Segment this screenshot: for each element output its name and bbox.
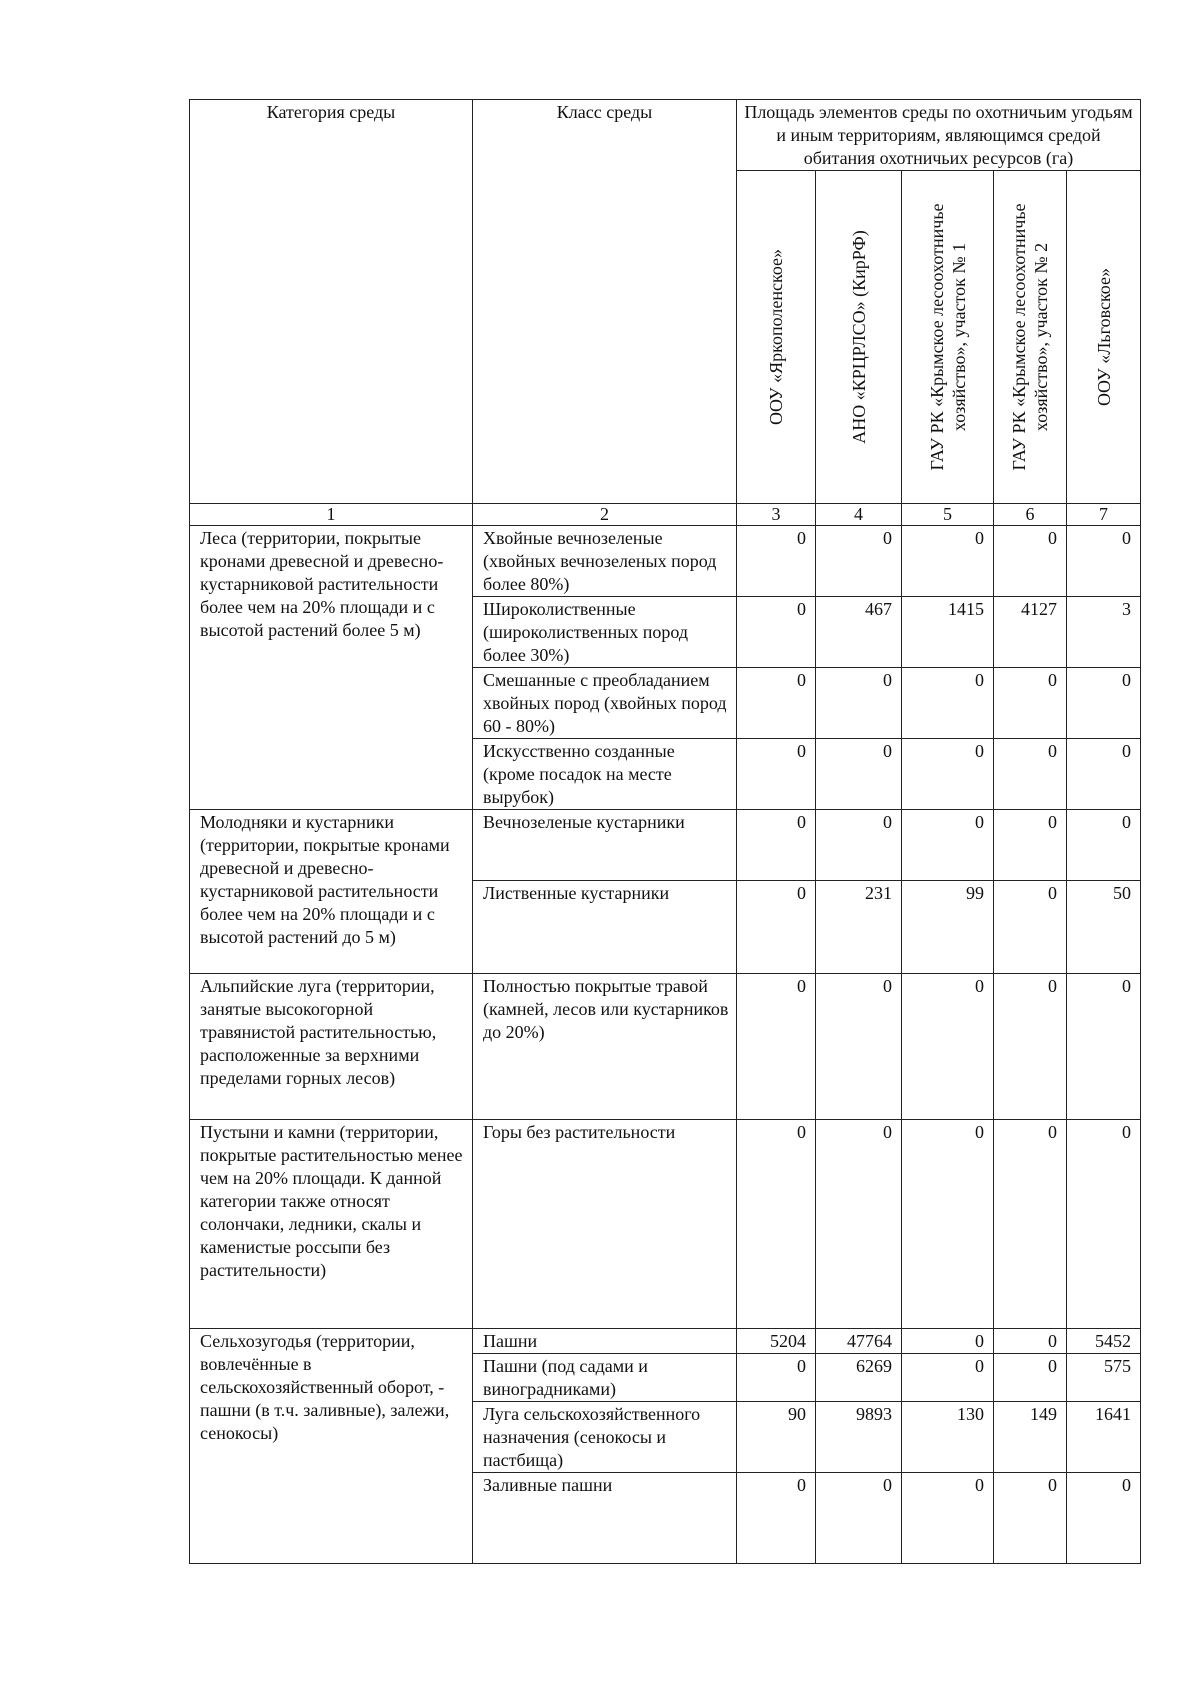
column-number-cell <box>902 504 994 526</box>
value-cell <box>1067 881 1141 974</box>
class-cell <box>473 881 737 974</box>
value-cell <box>902 1402 994 1473</box>
category-label: Сельхозугодья (территории, вовлечённые в сельскохозяйственный оборот, - пашни (в т.ч. заливные), залежи, сенокосы) <box>200 1331 450 1443</box>
value-cell <box>1067 668 1141 739</box>
column-number-cell <box>473 504 737 526</box>
class-label: Смешанные с преобладанием хвойных пород (хвойных пород 60 - 80%) <box>483 670 727 736</box>
value: 0 <box>1122 1122 1131 1142</box>
header-territory-cell <box>737 171 816 504</box>
value-cell <box>737 597 816 668</box>
value: 0 <box>975 976 984 996</box>
value-cell <box>1067 597 1141 668</box>
value-cell <box>1067 810 1141 881</box>
value: 575 <box>1104 1356 1131 1376</box>
value-cell <box>1067 1329 1141 1354</box>
value-cell <box>737 810 816 881</box>
value-cell <box>902 668 994 739</box>
value: 0 <box>1048 1122 1057 1142</box>
value-cell <box>737 881 816 974</box>
header-area: Площадь элементов среды по охотничьим угодьям и иным территориям, являющимся средой обитания охотничьих ресурсов (га) <box>744 102 1133 168</box>
class-cell <box>473 1473 737 1564</box>
value-cell <box>902 1473 994 1564</box>
value-cell <box>902 1329 994 1354</box>
value-cell <box>902 526 994 597</box>
value: 0 <box>975 670 984 690</box>
value-cell <box>816 526 902 597</box>
value: 0 <box>797 528 806 548</box>
value: 0 <box>1048 976 1057 996</box>
value: 0 <box>883 1475 892 1495</box>
column-number: 1 <box>326 504 336 524</box>
value: 47764 <box>847 1331 892 1351</box>
value: 0 <box>1048 1356 1057 1376</box>
value-cell <box>994 974 1067 1120</box>
value: 0 <box>1048 812 1057 832</box>
class-cell <box>473 1329 737 1354</box>
habitat-area-table <box>189 99 1141 1564</box>
value: 0 <box>797 599 806 619</box>
value-cell <box>816 881 902 974</box>
category-cell <box>190 810 473 974</box>
header-area-cell <box>737 100 1141 171</box>
value: 0 <box>975 812 984 832</box>
header-territory-5: ООУ «Льговское» <box>1093 267 1114 407</box>
class-label: Полностью покрытые травой (камней, лесов или кустарников до 20%) <box>483 976 729 1042</box>
value: 0 <box>1122 976 1131 996</box>
value: 6269 <box>856 1356 892 1376</box>
class-cell <box>473 668 737 739</box>
column-number: 2 <box>600 504 609 524</box>
value: 1641 <box>1095 1404 1131 1424</box>
value-cell <box>994 526 1067 597</box>
value-cell <box>737 1354 816 1402</box>
column-number: 4 <box>854 504 863 524</box>
column-number-cell <box>190 504 473 526</box>
table-row <box>190 526 1141 597</box>
header-class: Класс среды <box>556 102 653 122</box>
value-cell <box>994 1354 1067 1402</box>
value-cell <box>994 1329 1067 1354</box>
value: 0 <box>883 528 892 548</box>
table-row <box>190 1329 1141 1354</box>
value: 0 <box>1048 1331 1057 1351</box>
value-cell <box>737 1473 816 1564</box>
value: 0 <box>883 976 892 996</box>
class-label: Хвойные вечнозеленые (хвойных вечнозеленых пород более 80%) <box>483 528 717 594</box>
value: 149 <box>1030 1404 1057 1424</box>
header-territory-1: ООУ «Яркополенское» <box>766 248 786 426</box>
class-cell <box>473 597 737 668</box>
value-cell <box>994 1402 1067 1473</box>
value-cell <box>816 1354 902 1402</box>
value: 0 <box>797 1356 806 1376</box>
value: 0 <box>975 528 984 548</box>
header-category-cell <box>190 100 473 504</box>
value-cell <box>902 881 994 974</box>
category-label: Альпийские луга (территории, занятые высокогорной травянистой растительностью, расположенные за верхними пределами горных лесов) <box>200 976 437 1088</box>
class-cell <box>473 1120 737 1329</box>
value-cell <box>737 1402 816 1473</box>
column-number-cell <box>816 504 902 526</box>
class-label: Широколиственные (широколиственных пород более 30%) <box>483 599 689 665</box>
value: 0 <box>797 670 806 690</box>
value: 0 <box>975 1331 984 1351</box>
column-number-cell <box>994 504 1067 526</box>
column-number: 5 <box>943 504 952 524</box>
value-cell <box>994 810 1067 881</box>
value: 0 <box>1122 812 1131 832</box>
value: 130 <box>957 1404 984 1424</box>
value: 50 <box>1113 883 1131 903</box>
header-territory-2: АНО «КРЦРЛСО» (КирРФ) <box>848 230 869 444</box>
value-cell <box>816 597 902 668</box>
value: 0 <box>975 1475 984 1495</box>
header-territory-cell <box>902 171 994 504</box>
value-cell <box>902 974 994 1120</box>
category-cell <box>190 1120 473 1329</box>
header-class-cell <box>473 100 737 504</box>
value-cell <box>816 1120 902 1329</box>
class-label: Пашни (под садами и виноградниками) <box>483 1356 648 1399</box>
header-category: Категория среды <box>266 102 396 122</box>
table-row <box>190 1120 1141 1329</box>
value-cell <box>902 1120 994 1329</box>
value-cell <box>816 668 902 739</box>
value-cell <box>902 739 994 810</box>
value-cell <box>1067 526 1141 597</box>
header-territory-4: ГАУ РК «Крымское лесоохотничье хозяйство», участок № 2 <box>1009 203 1051 471</box>
class-cell <box>473 1354 737 1402</box>
value: 3 <box>1122 599 1131 619</box>
class-cell <box>473 810 737 881</box>
value-cell <box>994 597 1067 668</box>
value: 0 <box>883 741 892 761</box>
value: 0 <box>797 741 806 761</box>
value-cell <box>737 668 816 739</box>
value-cell <box>994 668 1067 739</box>
value-cell <box>1067 1473 1141 1564</box>
category-label: Молодняки и кустарники (территории, покрытые кронами древесной и древесно-кустарниковой растительности более чем на 20% площади и с высотой растений до 5 м) <box>200 812 450 947</box>
value-cell <box>816 1473 902 1564</box>
value-cell <box>737 526 816 597</box>
value-cell <box>994 1120 1067 1329</box>
class-cell <box>473 974 737 1120</box>
value-cell <box>902 597 994 668</box>
class-label: Заливные пашни <box>483 1475 613 1495</box>
value-cell <box>816 739 902 810</box>
category-cell <box>190 526 473 810</box>
class-label: Луга сельскохозяйственного назначения (сенокосы и пастбища) <box>483 1404 701 1470</box>
header-territory-cell <box>1067 171 1141 504</box>
value: 0 <box>975 1122 984 1142</box>
value: 231 <box>865 883 892 903</box>
class-label: Лиственные кустарники <box>483 883 670 903</box>
value-cell <box>737 974 816 1120</box>
value: 0 <box>1122 670 1131 690</box>
class-label: Вечнозеленые кустарники <box>483 812 685 832</box>
column-number: 7 <box>1099 504 1108 524</box>
value: 9893 <box>856 1404 892 1424</box>
value: 0 <box>975 1356 984 1376</box>
header-territory-cell <box>816 171 902 504</box>
value: 0 <box>883 670 892 690</box>
table-row <box>190 810 1141 881</box>
column-number-cell <box>1067 504 1141 526</box>
value: 0 <box>1122 528 1131 548</box>
class-label: Искусственно созданные (кроме посадок на месте вырубок) <box>483 741 675 807</box>
value-cell <box>816 810 902 881</box>
value-cell <box>902 810 994 881</box>
value-cell <box>1067 974 1141 1120</box>
value: 467 <box>865 599 892 619</box>
value: 5452 <box>1095 1331 1131 1351</box>
value: 0 <box>975 741 984 761</box>
value: 0 <box>1122 1475 1131 1495</box>
value: 0 <box>1048 883 1057 903</box>
value: 1415 <box>948 599 984 619</box>
value: 0 <box>797 883 806 903</box>
value: 0 <box>797 1475 806 1495</box>
value: 0 <box>1048 1475 1057 1495</box>
value-cell <box>994 881 1067 974</box>
value-cell <box>994 1473 1067 1564</box>
value: 4127 <box>1021 599 1057 619</box>
value-cell <box>737 1120 816 1329</box>
value: 0 <box>1048 741 1057 761</box>
value-cell <box>1067 1354 1141 1402</box>
value: 0 <box>1048 528 1057 548</box>
value: 0 <box>797 1122 806 1142</box>
value-cell <box>1067 1402 1141 1473</box>
column-number: 3 <box>771 504 781 524</box>
value-cell <box>1067 1120 1141 1329</box>
value-cell <box>816 1402 902 1473</box>
value: 0 <box>797 976 806 996</box>
category-label: Леса (территории, покрытые кронами древесной и древесно-кустарниковой растительности более чем на 20% площади и с высотой растений более 5 м) <box>200 528 444 640</box>
value: 0 <box>1122 741 1131 761</box>
table-row <box>190 974 1141 1120</box>
value: 99 <box>966 883 984 903</box>
value: 0 <box>883 812 892 832</box>
value: 5204 <box>770 1331 806 1351</box>
value-cell <box>816 1329 902 1354</box>
class-cell <box>473 739 737 810</box>
header-territory-cell <box>994 171 1067 504</box>
category-cell <box>190 974 473 1120</box>
value-cell <box>737 739 816 810</box>
value: 90 <box>788 1404 806 1424</box>
class-label: Горы без растительности <box>483 1122 676 1142</box>
value-cell <box>902 1354 994 1402</box>
category-cell <box>190 1329 473 1564</box>
column-number-cell <box>737 504 816 526</box>
class-cell <box>473 1402 737 1473</box>
column-number: 6 <box>1025 504 1035 524</box>
value-cell <box>737 1329 816 1354</box>
value: 0 <box>797 812 806 832</box>
value: 0 <box>883 1122 892 1142</box>
value-cell <box>994 739 1067 810</box>
value-cell <box>816 974 902 1120</box>
value-cell <box>1067 739 1141 810</box>
class-label: Пашни <box>483 1331 538 1351</box>
class-cell <box>473 526 737 597</box>
category-label: Пустыни и камни (территории, покрытые растительностью менее чем на 20% площади. К данной категории также относят солончаки, ледники, скалы и каменистые россыпи без растительности) <box>200 1122 463 1280</box>
header-territory-3: ГАУ РК «Крымское лесоохотничье хозяйство», участок № 1 <box>926 203 969 471</box>
value: 0 <box>1048 670 1057 690</box>
